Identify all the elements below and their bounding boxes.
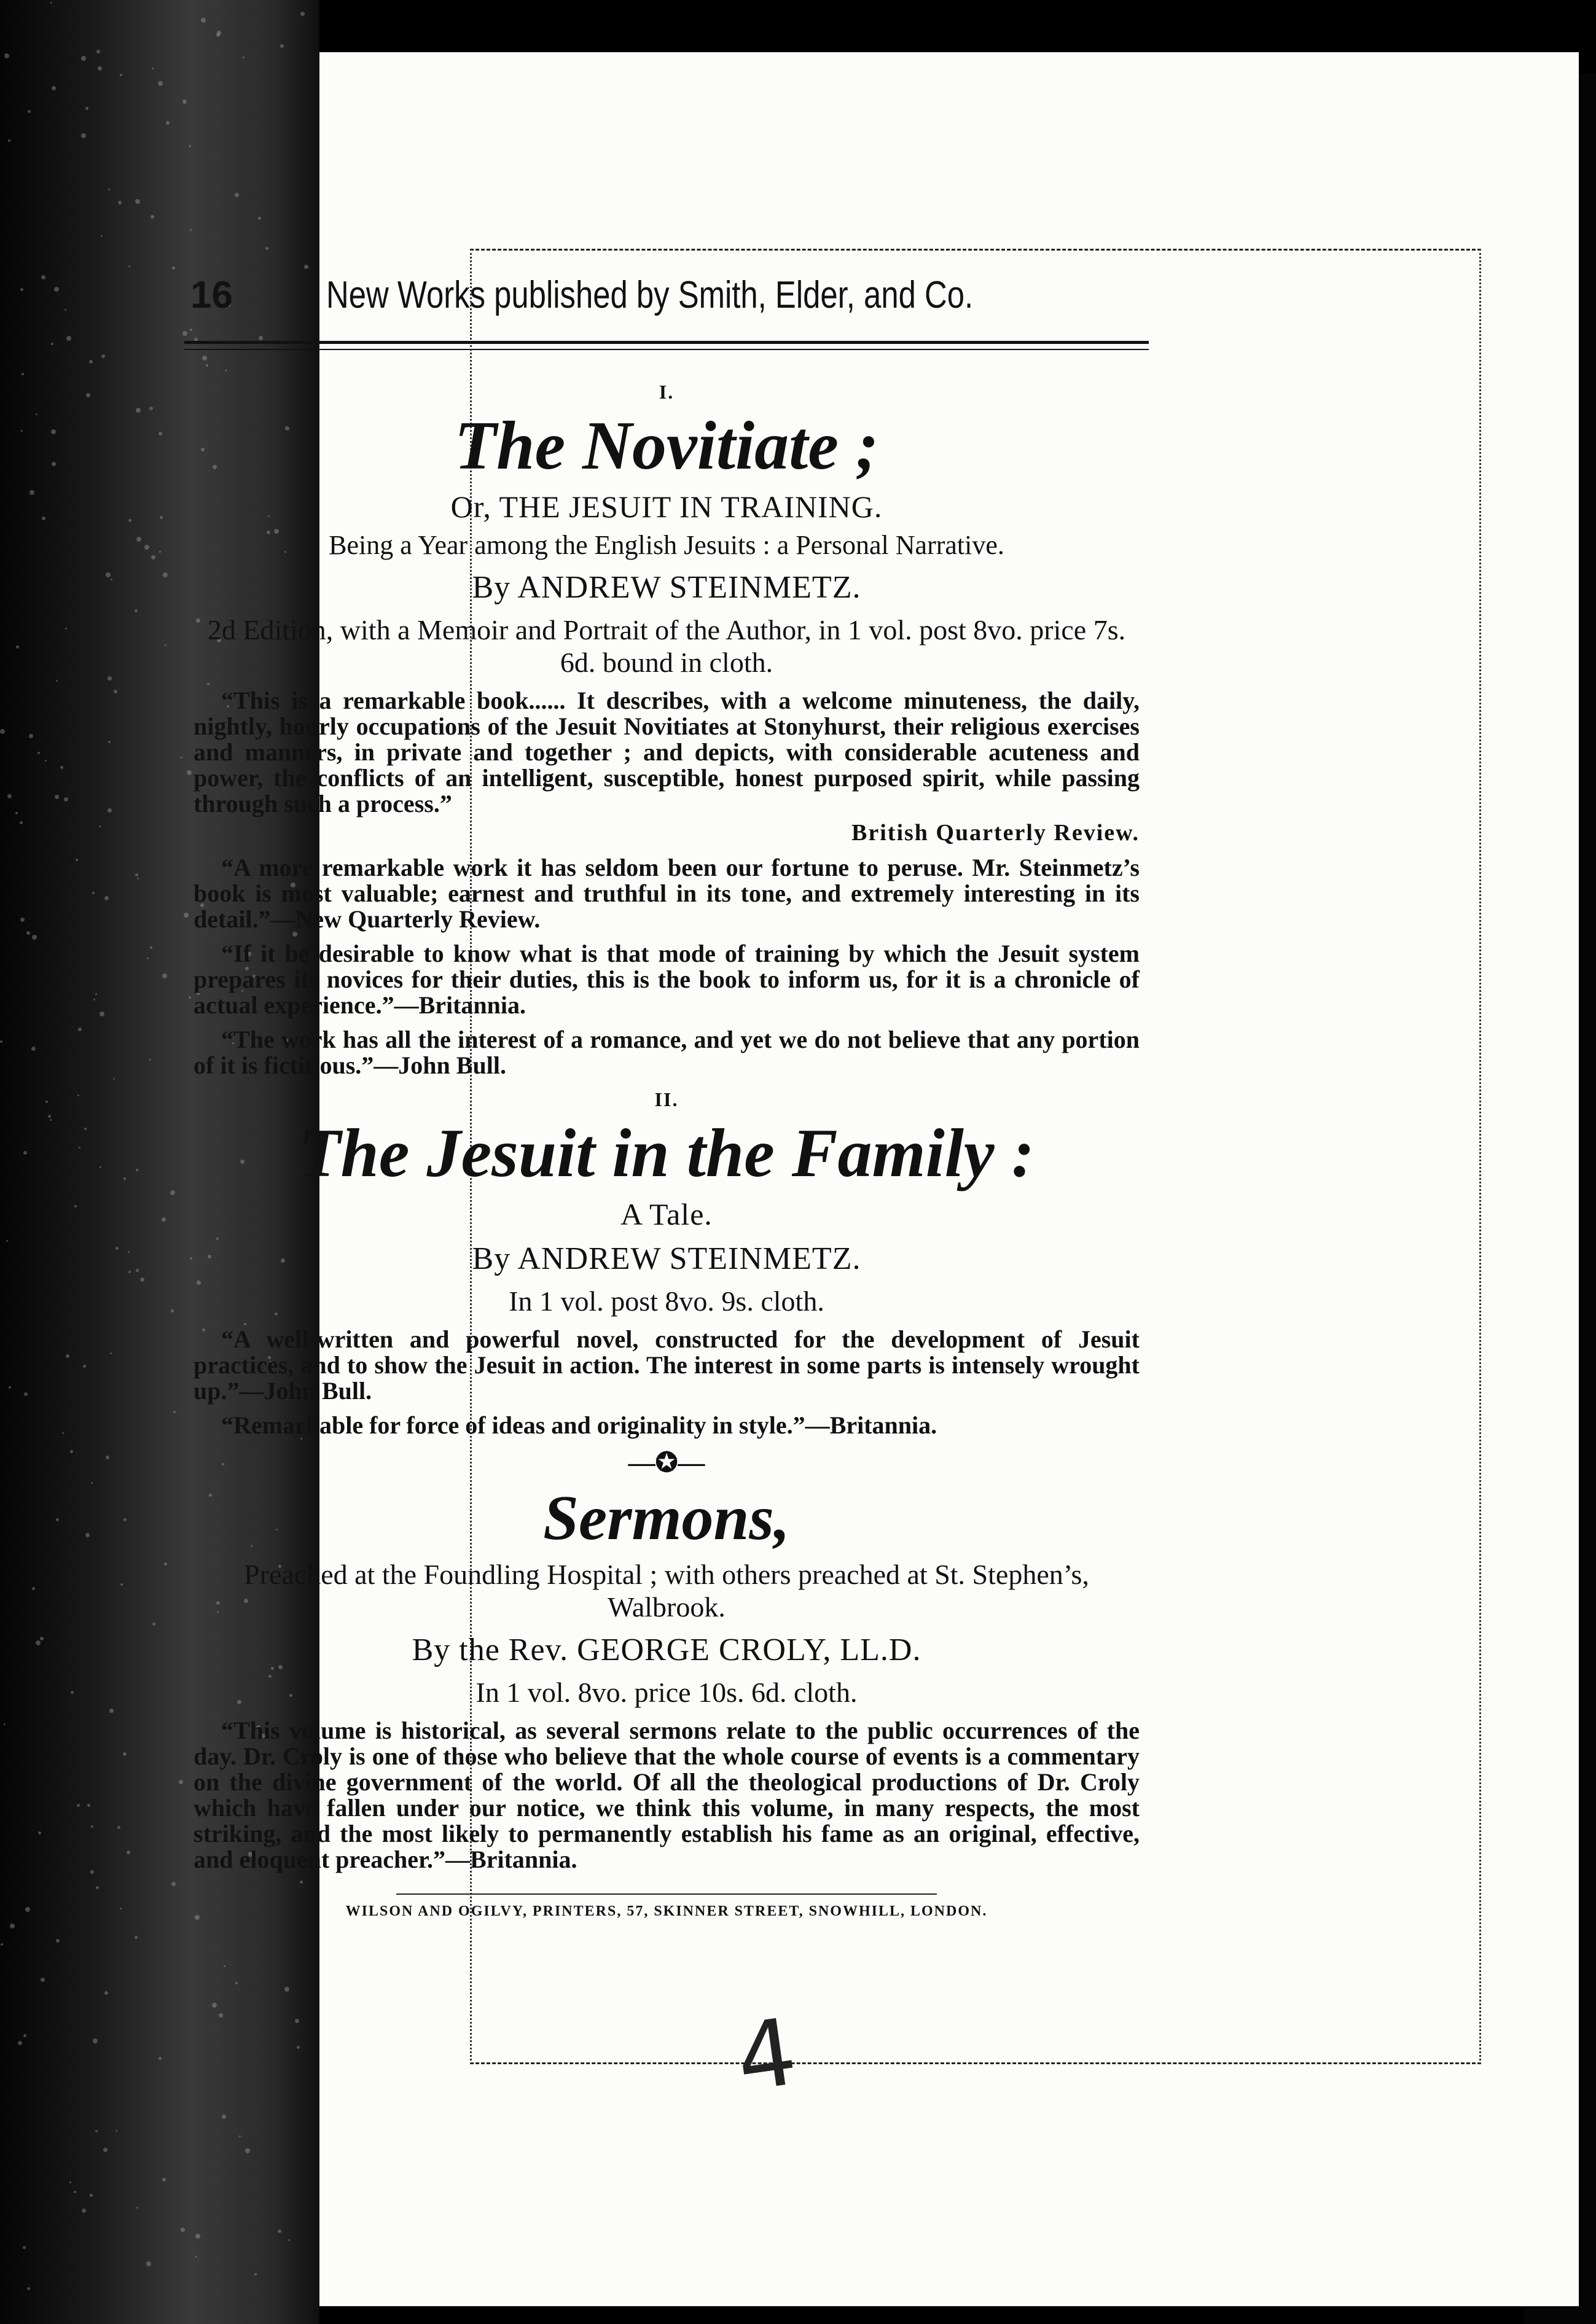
spine-speck xyxy=(50,1119,52,1121)
spine-speck xyxy=(41,1978,45,1982)
spine-speck xyxy=(110,1352,112,1354)
spine-speck xyxy=(18,2041,22,2045)
spine-speck xyxy=(87,1804,90,1807)
spine-speck xyxy=(206,364,208,367)
spine-speck xyxy=(65,309,66,311)
spine-speck xyxy=(77,1804,80,1807)
work-title: The Jesuit in the Family : xyxy=(299,1115,1035,1191)
spine-speck xyxy=(140,1277,144,1282)
running-header xyxy=(184,273,1149,322)
spine-speck xyxy=(41,275,45,279)
spine-speck xyxy=(225,370,227,372)
review-quote: “The work has all the interest of a romance, and yet we do not believe that any portion of it is fictitious.”—John Bull. xyxy=(194,1025,1140,1079)
spine-speck xyxy=(45,1101,48,1103)
spine-speck xyxy=(71,1691,74,1694)
spine-speck xyxy=(20,918,25,922)
spine-speck xyxy=(189,996,191,999)
spine-speck xyxy=(90,1870,94,1874)
spine-speck xyxy=(190,1257,192,1260)
spine-speck xyxy=(15,812,18,814)
spine-speck xyxy=(147,957,149,959)
work-jesuit-in-family xyxy=(194,1088,1140,1438)
spine-speck xyxy=(23,2246,26,2249)
spine-speck xyxy=(51,429,56,434)
spine-speck xyxy=(25,1907,30,1912)
spine-speck xyxy=(243,57,244,58)
spine-speck xyxy=(295,2019,299,2023)
spine-speck xyxy=(117,1826,120,1829)
spine-speck xyxy=(91,1825,93,1828)
spine-speck xyxy=(9,1386,11,1389)
work-pricing: In 1 vol. 8vo. price 10s. 6d. cloth. xyxy=(475,1677,858,1709)
spine-speck xyxy=(173,1411,176,1413)
work-sermons xyxy=(194,1483,1140,1873)
spine-speck xyxy=(128,519,131,522)
spine-speck xyxy=(24,1392,28,1396)
spine-speck xyxy=(182,99,187,104)
spine-speck xyxy=(84,1128,87,1130)
spine-speck xyxy=(222,2115,226,2119)
spine-speck xyxy=(123,1752,127,1756)
spine-speck xyxy=(120,1583,123,1586)
spine-speck xyxy=(146,2261,151,2266)
spine-speck xyxy=(123,1177,126,1180)
spine-speck xyxy=(136,408,141,413)
spine-speck xyxy=(20,288,23,291)
spine-speck xyxy=(152,68,154,69)
printer-imprint: WILSON AND OGILVY, PRINTERS, 57, SKINNER STREET, SNOWHILL, LONDON. xyxy=(345,1903,988,1920)
spine-speck xyxy=(158,81,163,86)
review-quote: “This volume is historical, as several sermons relate to the public occurrences of the day. Dr. Croly is one of those who believe that the whole course of events is a commentary on the divine government of the world. Of all the theological productions of Dr. Croly which have fallen under our notice, we think this volume, in many respects, the most striking, and the most likely to permanently establish his fame as an original, effective, and eloquent preacher.”—Britannia. xyxy=(194,1717,1140,1874)
spine-speck xyxy=(76,859,78,861)
spine-speck xyxy=(85,1533,90,1537)
review-quote: “A more remarkable work it has seldom been our fortune to peruse. Mr. Steinmetz’s book is most valuable; earnest and truthful in its tone, and extremely interesting in its detail.”—New Quarterly Review. xyxy=(194,853,1140,933)
spine-speck xyxy=(96,50,100,53)
spine-speck xyxy=(128,1271,131,1273)
work-description: Preached at the Foundling Hospital ; with others preached at St. Stephen’s, Walbrook. xyxy=(244,1559,1089,1623)
spine-speck xyxy=(171,1882,176,1886)
spine-speck xyxy=(66,1354,69,1358)
review-quote: “If it be desirable to know what is that mode of training by which the Jesuit system prepares its novices for their duties, this is the book to inform us, for it is a chronicle of actual experience.”—Britannia. xyxy=(194,939,1140,1019)
spine-speck xyxy=(259,336,263,340)
footer-rule xyxy=(396,1893,937,1895)
spine-speck xyxy=(81,56,86,61)
spine-speck xyxy=(135,609,138,612)
spine-speck xyxy=(82,2209,86,2213)
spine-speck xyxy=(144,545,149,550)
spine-speck xyxy=(7,794,12,798)
spine-speck xyxy=(16,645,19,649)
spine-speck xyxy=(74,1205,77,1207)
spine-speck xyxy=(92,892,95,894)
spine-speck xyxy=(48,1115,51,1118)
work-numeral: I. xyxy=(659,381,675,403)
spine-speck xyxy=(1,1943,3,1946)
spine-speck xyxy=(164,1562,167,1566)
spine-speck xyxy=(115,2130,117,2132)
spine-speck xyxy=(79,1147,80,1148)
spine-speck xyxy=(32,1587,35,1590)
work-pricing: 2d Edition, with a Memoir and Portrait of the Author, in 1 vol. post 8vo. price 7s. 6d. bound in cloth. xyxy=(207,614,1126,679)
spine-speck xyxy=(106,572,111,577)
spine-speck xyxy=(70,1450,73,1453)
spine-speck xyxy=(235,1982,238,1984)
spine-speck xyxy=(89,360,93,364)
spine-speck xyxy=(31,1047,36,1051)
spine-speck xyxy=(0,729,5,734)
spine-speck xyxy=(26,931,30,935)
review-quote: “A well-written and powerful novel, constructed for the development of Jesuit practices, and to show the Jesuit in action. The interest in some parts is intensely wrought up.”—John Bull. xyxy=(194,1325,1140,1405)
spine-speck xyxy=(38,1831,41,1835)
spine-speck xyxy=(184,913,189,918)
spine-speck xyxy=(104,896,109,900)
spine-speck xyxy=(136,1269,139,1272)
spine-speck xyxy=(98,66,102,71)
work-pricing: In 1 vol. post 8vo. 9s. cloth. xyxy=(509,1285,824,1317)
spine-speck xyxy=(113,1078,115,1080)
section-ornament: —✪— xyxy=(628,1448,705,1478)
spine-speck xyxy=(36,413,37,415)
spine-speck xyxy=(170,1190,175,1195)
spine-speck xyxy=(297,2046,300,2049)
spine-speck xyxy=(162,2178,166,2182)
spine-speck xyxy=(190,329,192,331)
spine-speck xyxy=(219,2013,223,2018)
spine-speck xyxy=(118,201,122,205)
spine-speck xyxy=(101,235,103,237)
spine-speck xyxy=(56,1518,59,1521)
spine-speck xyxy=(181,2228,185,2232)
spine-speck xyxy=(106,1456,109,1459)
spine-speck xyxy=(171,1309,174,1312)
spine-speck xyxy=(85,107,88,110)
spine-speck xyxy=(54,287,59,292)
work-novitiate xyxy=(194,381,1140,1078)
spine-speck xyxy=(66,336,71,341)
spine-speck xyxy=(224,1965,225,1967)
spine-speck xyxy=(65,628,67,630)
spine-speck xyxy=(28,110,31,113)
spine-speck xyxy=(64,797,68,801)
review-quote: “Remarkable for force of ideas and originality in style.”—Britannia. xyxy=(221,1411,937,1440)
spine-speck xyxy=(190,229,192,231)
spine-speck xyxy=(265,247,268,250)
spine-speck xyxy=(109,1709,114,1713)
spine-speck xyxy=(62,1432,64,1434)
spine-speck xyxy=(136,2207,138,2209)
spine-speck xyxy=(114,690,117,693)
spine-speck xyxy=(182,331,187,336)
spine-speck xyxy=(202,356,207,361)
spine-speck xyxy=(90,2194,93,2197)
running-title: New Works published by Smith, Elder, and Co. xyxy=(326,274,974,316)
spine-speck xyxy=(135,199,140,204)
spine-speck xyxy=(151,555,155,560)
spine-speck xyxy=(245,2148,250,2153)
spine-speck xyxy=(304,265,308,269)
spine-speck xyxy=(136,537,141,542)
spine-speck xyxy=(93,999,95,1000)
spine-speck xyxy=(189,145,191,147)
spine-speck xyxy=(120,1908,122,1909)
work-author: By the Rev. GEORGE CROLY, LL.D. xyxy=(412,1632,921,1668)
work-description: Being a Year among the English Jesuits : a Personal Narrative. xyxy=(329,530,1004,561)
spine-speck xyxy=(216,33,220,37)
spine-speck xyxy=(8,139,10,142)
spine-speck xyxy=(103,2148,108,2152)
spine-speck xyxy=(101,354,105,358)
spine-speck xyxy=(128,265,130,267)
spine-speck xyxy=(278,2229,281,2233)
spine-speck xyxy=(235,193,239,197)
spine-speck xyxy=(165,644,166,646)
header-rule-thin xyxy=(184,349,1149,350)
spine-speck xyxy=(258,217,261,220)
spine-speck xyxy=(52,86,56,90)
work-title: The Novitiate ; xyxy=(454,408,879,484)
spine-speck xyxy=(50,2,52,4)
spine-speck xyxy=(108,676,112,680)
spine-speck xyxy=(91,1482,93,1484)
spine-speck xyxy=(108,741,111,743)
spine-speck xyxy=(77,1094,79,1096)
spine-speck xyxy=(78,1027,82,1031)
spine-speck xyxy=(115,1247,119,1250)
spine-speck xyxy=(23,1151,27,1155)
spine-speck xyxy=(104,1991,108,1995)
spine-speck xyxy=(195,2234,200,2239)
spine-speck xyxy=(81,133,86,138)
spine-speck xyxy=(162,1217,166,1222)
spine-speck xyxy=(52,462,56,466)
spine-speck xyxy=(0,1040,2,1043)
spine-speck xyxy=(42,517,45,520)
spine-speck xyxy=(149,407,153,410)
spine-speck xyxy=(149,1059,151,1061)
spine-speck xyxy=(6,1240,8,1242)
spine-speck xyxy=(111,579,112,580)
spine-speck xyxy=(27,2287,30,2290)
spine-speck xyxy=(108,808,112,813)
spine-speck xyxy=(55,795,59,799)
spine-speck xyxy=(160,516,163,519)
spine-speck xyxy=(69,2182,71,2183)
spine-speck xyxy=(288,2239,290,2241)
spine-speck xyxy=(128,1251,130,1253)
spine-speck xyxy=(32,935,37,940)
spine-speck xyxy=(37,752,40,754)
spine-speck xyxy=(74,2191,76,2193)
header-rule-thick xyxy=(184,341,1149,344)
spine-speck xyxy=(172,267,175,270)
spine-speck xyxy=(29,490,34,495)
spine-speck xyxy=(212,2003,217,2008)
spine-speck xyxy=(135,1936,138,1939)
spine-speck xyxy=(100,1166,101,1168)
work-author: By ANDREW STEINMETZ. xyxy=(472,1241,861,1277)
spine-speck xyxy=(23,2034,26,2037)
advertisement-body xyxy=(194,381,1140,1920)
review-source: British Quarterly Review. xyxy=(851,819,1140,846)
spine-speck xyxy=(136,1169,138,1171)
work-numeral: II. xyxy=(654,1088,679,1110)
spine-speck xyxy=(86,393,90,397)
spine-speck xyxy=(123,1518,127,1521)
spine-speck xyxy=(151,215,154,219)
spine-speck xyxy=(181,757,182,758)
spine-speck xyxy=(135,873,138,876)
spine-speck xyxy=(239,2135,241,2137)
spine-speck xyxy=(127,1850,130,1854)
spine-speck xyxy=(159,551,161,553)
spine-speck xyxy=(22,373,24,375)
work-subtitle: A Tale. xyxy=(620,1197,713,1232)
spine-speck xyxy=(56,1939,60,1943)
spine-speck xyxy=(83,1365,86,1368)
spine-speck xyxy=(45,760,47,762)
spine-speck xyxy=(300,12,305,16)
spine-speck xyxy=(187,770,192,775)
spine-speck xyxy=(100,1012,104,1016)
spine-speck xyxy=(96,1886,99,1889)
work-subtitle: Or, THE JESUIT IN TRAINING. xyxy=(450,489,883,524)
spine-speck xyxy=(166,121,170,125)
spine-speck xyxy=(20,821,23,824)
spine-speck xyxy=(95,993,97,995)
spine-speck xyxy=(150,946,152,949)
spine-speck xyxy=(195,2256,197,2258)
spine-speck xyxy=(51,343,53,345)
spine-speck xyxy=(163,572,168,577)
spine-speck xyxy=(95,2130,98,2132)
spine-speck xyxy=(254,2273,257,2275)
handwritten-mark: 4 xyxy=(730,1998,804,2113)
spine-speck xyxy=(280,44,284,48)
spine-speck xyxy=(179,1780,183,1784)
spine-speck xyxy=(158,2057,162,2060)
spine-speck xyxy=(152,1623,155,1626)
spine-speck xyxy=(60,766,63,769)
work-author: By ANDREW STEINMETZ. xyxy=(472,570,861,606)
spine-speck xyxy=(99,825,101,827)
spine-speck xyxy=(29,734,33,738)
review-quote: “This is a remarkable book...... It describes, with a welcome minuteness, the daily, nightly, hourly occupations of the Jesuit Novitiates at Stonyhurst, their religious exercises and manners, in private and together ; and depicts, with considerable acuteness and power, the conflicts of an intelligent, susceptible, honest purposed spirit, while passing through such a process.” xyxy=(194,686,1140,817)
spine-speck xyxy=(158,432,162,435)
spine-speck xyxy=(40,1637,44,1640)
spine-speck xyxy=(10,1924,15,1928)
spine-speck xyxy=(201,18,206,23)
spine-speck xyxy=(120,74,122,76)
spine-speck xyxy=(56,680,58,682)
spine-speck xyxy=(137,878,139,879)
spine-speck xyxy=(4,53,9,58)
spine-speck xyxy=(36,1640,41,1645)
spine-speck xyxy=(93,2038,98,2043)
work-title: Sermons, xyxy=(543,1483,790,1554)
spine-speck xyxy=(162,973,167,978)
page-number: 16 xyxy=(190,274,233,316)
spine-speck xyxy=(108,189,110,190)
spine-speck xyxy=(21,430,23,432)
spine-speck xyxy=(284,1987,289,1992)
spine-speck xyxy=(4,1723,6,1725)
